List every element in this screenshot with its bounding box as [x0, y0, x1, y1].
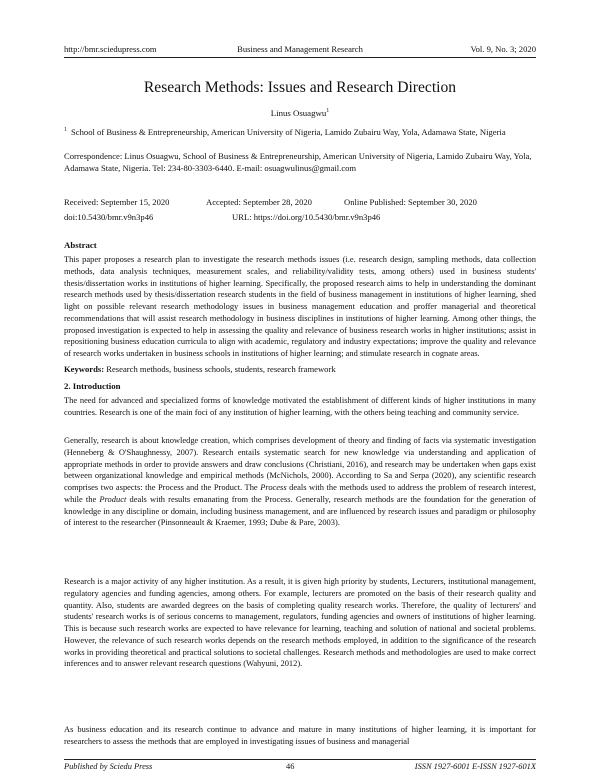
- published-date: Online Published: September 30, 2020: [344, 197, 477, 207]
- affiliation-sup: 1: [64, 127, 67, 133]
- header-rule: [64, 57, 536, 58]
- keywords: [64, 364, 536, 374]
- keywords-label: Keywords:: [64, 364, 105, 374]
- journal-name: Business and Management Research: [237, 44, 363, 54]
- affiliation-text: School of Business & Entrepreneurship, American University of Nigeria, Lamido Zubairu Way, Yola, Adamawa State, Nigeria: [71, 126, 506, 137]
- issn: ISSN 1927-6001 E-ISSN 1927-601X: [414, 762, 536, 771]
- author-sup: 1: [326, 108, 330, 115]
- author-name: Linus Osuagwu: [270, 108, 327, 118]
- abstract-text: This paper proposes a research plan to investigate the research methods issues (i.e. research design, sampling methods, data collection methods, data analysis techniques, measurement scales, and reliability/validity tests, among others) used in business students' thesis/dissertation works in institutions of higher learning. Specifically, the proposed research aims to help in understanding the dominant research methods used by thesis/dissertation research students in the field of business management in institutions of higher learning, shed light on possible relevant research methodology issues in business management education and proffer managerial and theoretical recommendations that will assist research methodology in business disciplines in institutions of higher learning. Among other things, the proposed investigation is expected to help in assessing the quality and relevance of business research works in higher institutions; assist in repositioning business education curricula to align with academic, regulatory and industry expectations; improve the quality and relevance of research works undertaken in business schools in institutions of higher learning; and stimulate research in cognate areas.: [64, 254, 536, 358]
- intro-paragraph-3: Research is a major activity of any higher institution. As a result, it is given high priority by students, Lecturers, institutional management, regulatory agencies and funding agencies, among others. For example, lecturers are promoted on the basis of their research quality and quantity. Also, students are awarded degrees on the basis of completing quality research works. Therefore, the quality of lecturers' and students' research works is of serious concerns to management, regulators, funding agencies and owners of institutions of higher learning. This is because such research works are expected to have relevance for learning, teaching and solution of national and societal problems. However, the relevance of such research works depends on the research methods employed, in addition to the significance of the research works in providing theoretical and practical solutions to societal challenges. Research methods and methodologies are used to make correct inferences and to answer relevant research questions (Wahyuni, 2012).: [64, 576, 536, 669]
- doi[interactable]: doi:10.5430/bmr.v9n3p46: [64, 212, 154, 222]
- page-number: 46: [286, 762, 295, 771]
- keywords-text: Research methods, business schools, students, research framework: [106, 364, 336, 374]
- author-line: [0, 108, 600, 118]
- intro-paragraph-1: The need for advanced and specialized forms of knowledge motivated the establishment of different kinds of higher institutions in many countries. Research is one of the main foci of any institution of higher learning, with the others being teaching and community service.: [64, 395, 536, 417]
- volume-info: Vol. 9, No. 3; 2020: [470, 44, 536, 54]
- accepted-date: Accepted: September 28, 2020: [206, 197, 312, 207]
- paper-title: Research Methods: Issues and Research Direction: [143, 79, 457, 96]
- p2-text-c: deals with results emanating from the Process. Generally, research methods are the foundation for the generation of knowledge in any discipline or domain, including business management, and are influenced by research issues and paradigm or philosophy of interest to the researcher (Pinsonneault & Kraemer, 1993; Dube & Pare, 2003).: [64, 493, 536, 528]
- p2-text-b: deals with the methods used to address the problem of research interest, while the: [64, 482, 536, 504]
- journal-url[interactable]: http://bmr.sciedupress.com: [64, 44, 157, 54]
- correspondence: Correspondence: Linus Osuagwu, School of Business & Entrepreneurship, American University of Nigeria, Lamido Zubairu Way, Yola, Adamawa State, Nigeria. Tel: 234-80-3303-6440. E-mail: osuagwulinus@gmail.com: [64, 151, 532, 174]
- intro-paragraph-2: [64, 435, 536, 529]
- footer-rule: [64, 759, 536, 760]
- affiliation: [64, 124, 536, 138]
- intro-paragraph-4: As business education and its research continue to advance and mature in many institutions of higher learning, it is important for researchers to assess the methods that are employed in investigating issues of business and managerial: [64, 724, 536, 746]
- p2-process-term: Process: [260, 482, 287, 492]
- received-date: Received: September 15, 2020: [64, 197, 170, 207]
- p2-product-term: Product: [99, 493, 127, 504]
- publisher: Published by Sciedu Press: [64, 762, 153, 771]
- doi-url[interactable]: URL: https://doi.org/10.5430/bmr.v9n3p46: [232, 212, 381, 222]
- p2-text-a: Generally, research is about knowledge creation, which comprises development of theory and finding of facts via systematic investigation (Henneberg & O'Shaughnessy, 2007). Research entails systematic search for new knowledge via understanding and application of appropriate methods in order to provide answers and draw conclusions (Christiani, 2016), and research may be undertaken when gaps exist between organizational knowledge and empirical methods (McNichols, 2000). According to Sa and Serpa (2020), any scientific research comprises two aspects: the Process and the Product. The: [64, 435, 536, 492]
- abstract-heading: Abstract: [64, 240, 97, 250]
- intro-heading: 2. Introduction: [64, 381, 121, 391]
